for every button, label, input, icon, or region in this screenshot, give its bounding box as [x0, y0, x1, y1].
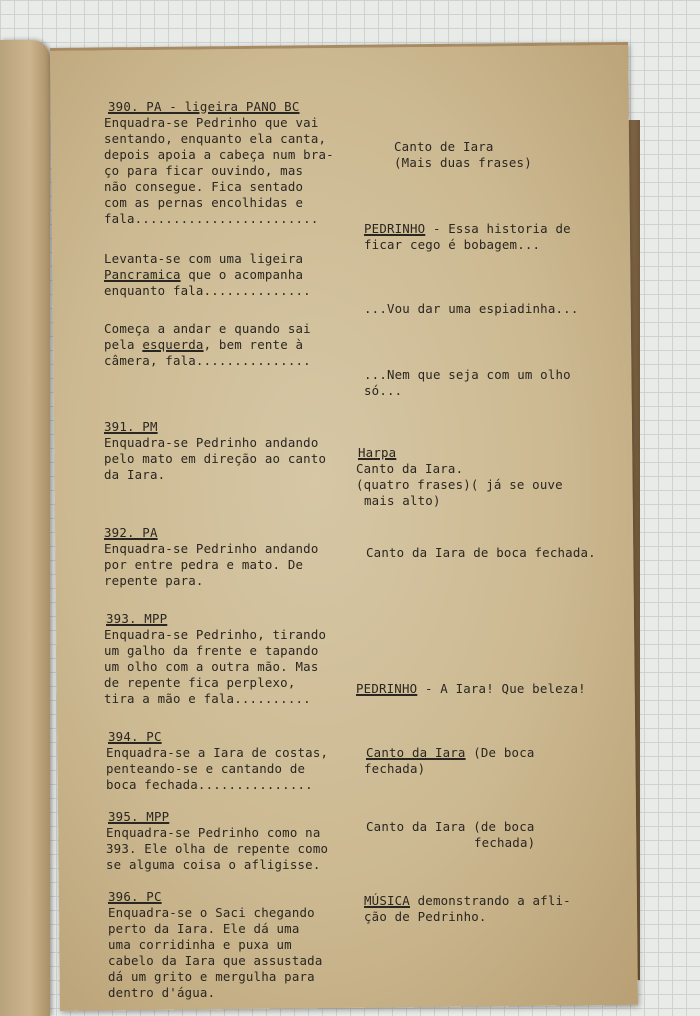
audio-dialogue-line: MÚSICA demonstrando a afli-: [364, 893, 571, 908]
audio-dialogue-line: (Mais duas frases): [394, 155, 532, 170]
audio-dialogue-line: Canto de Iara: [394, 139, 494, 154]
scene-description-line: Começa a andar e quando sai: [104, 321, 311, 336]
audio-dialogue-line: ...Vou dar uma espiadinha...: [364, 301, 579, 316]
scene-description-line: Enquadra-se Pedrinho que vai: [104, 115, 319, 130]
scene-description-line: 393. MPP: [106, 611, 168, 626]
scene-description-line: se alguma coisa o afligisse.: [106, 857, 321, 872]
scene-description-line: 392. PA: [104, 525, 158, 540]
scene-description-line: Enquadra-se Pedrinho andando: [104, 541, 319, 556]
audio-dialogue-line: mais alto): [364, 493, 441, 508]
scene-description-line: Enquadra-se Pedrinho, tirando: [104, 627, 327, 642]
audio-dialogue-line: PEDRINHO - Essa historia de: [364, 221, 571, 236]
scene-description-line: ço para ficar ouvindo, mas: [104, 163, 304, 178]
audio-dialogue-line: fechada): [364, 761, 426, 776]
scene-description-line: 391. PM: [104, 419, 158, 434]
audio-dialogue-line: ção de Pedrinho.: [364, 909, 487, 924]
scene-description-line: dentro d'água.: [108, 985, 216, 1000]
audio-dialogue-line: Canto da Iara (de boca: [366, 819, 535, 834]
left-page-edge: [0, 40, 50, 1016]
audio-dialogue-line: (quatro frases)( já se ouve: [356, 477, 563, 492]
scene-description-line: penteando-se e cantando de: [106, 761, 306, 776]
scene-description-line: com as pernas encolhidas e: [104, 195, 304, 210]
scene-description-line: da Iara.: [104, 467, 166, 482]
audio-dialogue-line: Canto da Iara.: [356, 461, 464, 476]
scene-description-line: um olho com a outra mão. Mas: [104, 659, 319, 674]
audio-dialogue-line: Canto da Iara (De boca: [366, 745, 535, 760]
scene-description-line: Levanta-se com uma ligeira: [104, 251, 304, 266]
scene-description-line: uma corridinha e puxa um: [108, 937, 292, 952]
scene-description-line: 395. MPP: [108, 809, 170, 824]
audio-dialogue-line: PEDRINHO - A Iara! Que beleza!: [356, 681, 586, 696]
scene-description-line: perto da Iara. Ele dá uma: [108, 921, 300, 936]
audio-dialogue-line: Canto da Iara de boca fechada.: [366, 545, 596, 560]
scene-description-line: 390. PA - ligeira PANO BC: [108, 99, 300, 114]
scene-description-line: fala........................: [104, 211, 319, 226]
scene-description-line: enquanto fala..............: [104, 283, 311, 298]
scene-description-line: câmera, fala...............: [104, 353, 311, 368]
scene-description-line: Enquadra-se Pedrinho como na: [106, 825, 321, 840]
scene-description-line: 393. Ele olha de repente como: [106, 841, 329, 856]
scene-description-line: repente para.: [104, 573, 204, 588]
scene-description-line: cabelo da Iara que assustada: [108, 953, 323, 968]
audio-dialogue-line: só...: [364, 383, 403, 398]
audio-dialogue-line: ...Nem que seja com um olho: [364, 367, 571, 382]
scene-description-line: pelo mato em direção ao canto: [104, 451, 327, 466]
scene-description-line: tira a mão e fala..........: [104, 691, 311, 706]
scene-description-line: boca fechada...............: [106, 777, 313, 792]
scene-description-line: dá um grito e mergulha para: [108, 969, 315, 984]
scene-description-line: Enquadra-se o Saci chegando: [108, 905, 315, 920]
scene-description-line: por entre pedra e mato. De: [104, 557, 304, 572]
audio-dialogue-line: ficar cego é bobagem...: [364, 237, 541, 252]
scene-description-line: pela esquerda, bem rente à: [104, 337, 304, 352]
scene-description-line: 396. PC: [108, 889, 162, 904]
scene-description-line: não consegue. Fica sentado: [104, 179, 304, 194]
scene-description-line: de repente fica perplexo,: [104, 675, 296, 690]
scene-description-line: Pancramica que o acompanha: [104, 267, 304, 282]
scene-description-line: Enquadra-se a Iara de costas,: [106, 745, 329, 760]
scene-description-line: um galho da frente e tapando: [104, 643, 319, 658]
scene-description-line: depois apoia a cabeça num bra-: [104, 147, 334, 162]
audio-dialogue-line: Harpa: [358, 445, 397, 460]
scene-description-line: 394. PC: [108, 729, 162, 744]
scene-description-line: Enquadra-se Pedrinho andando: [104, 435, 319, 450]
audio-dialogue-line: fechada): [474, 835, 536, 850]
scene-description-line: sentando, enquanto ela canta,: [104, 131, 327, 146]
